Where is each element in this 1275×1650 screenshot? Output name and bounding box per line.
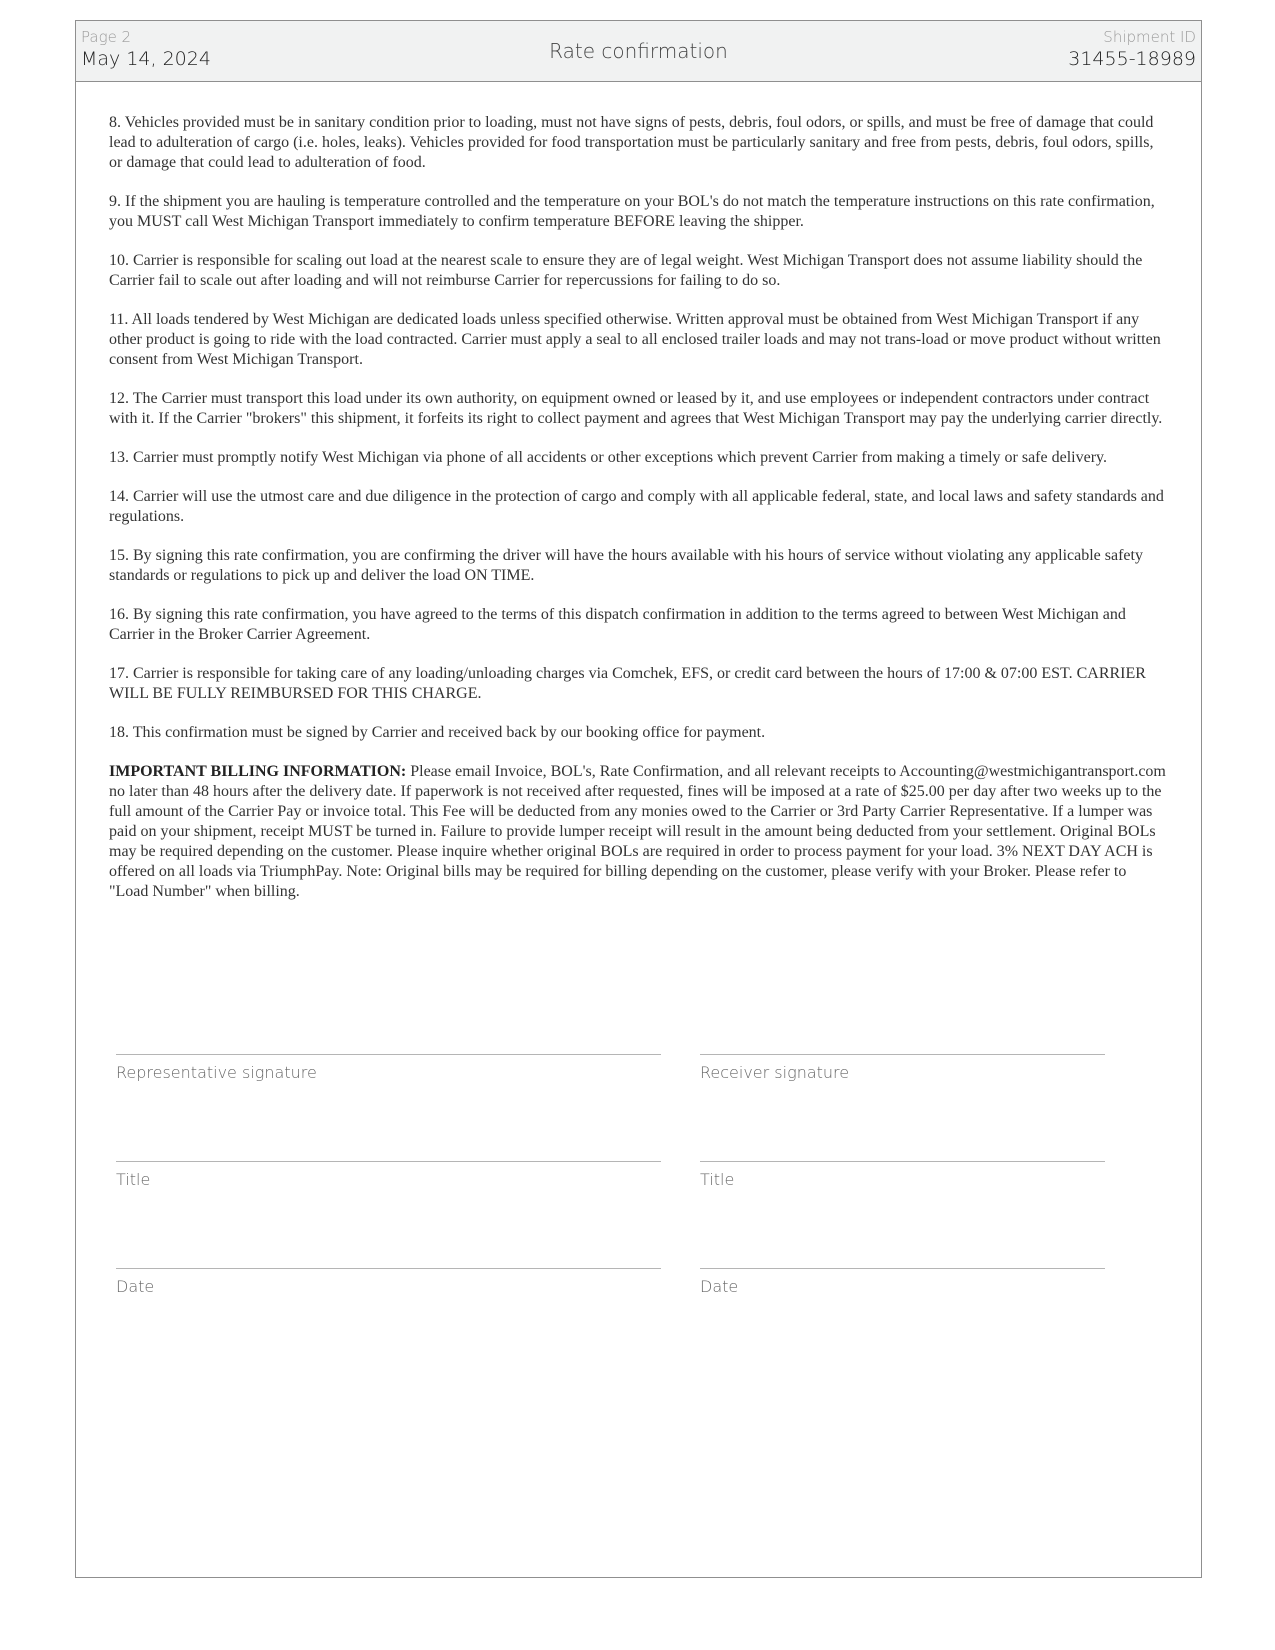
term-14: 14. Carrier will use the utmost care and due diligence in the protection of cargo and comply with all applicable federal, state, and local laws and safety standards and regulations.: [109, 488, 1164, 525]
page-number: Page 2: [81, 28, 132, 46]
page-header: [76, 21, 1201, 82]
signature-line: [116, 1054, 661, 1055]
receiver-title-field[interactable]: [700, 1161, 1105, 1190]
terms-section: [109, 113, 1169, 921]
shipment-id-value: 31455-18989: [1068, 48, 1196, 70]
date-line: [116, 1268, 661, 1269]
term-16: 16. By signing this rate confirmation, you have agreed to the terms of this dispatch confirmation in addition to the terms agreed to between West Michigan and Carrier in the Broker Carrier Agreement.: [109, 606, 1126, 643]
term-15: 15. By signing this rate confirmation, you are confirming the driver will have the hours available with his hours of service without violating any applicable safety standards or regulations to pick up and deliver the load ON TIME.: [109, 547, 1143, 584]
representative-date-label: Date: [116, 1277, 155, 1296]
receiver-signature-field[interactable]: [700, 1054, 1105, 1083]
shipment-id-label: Shipment ID: [1103, 28, 1196, 46]
billing-info: [109, 762, 1169, 902]
term-8: 8. Vehicles provided must be in sanitary condition prior to loading, must not have signs of pests, debris, foul odors, or spills, and must be free of damage that could lead to adulteration of cargo (i.e. holes, leaks). Vehicles provided for food transportation must be particularly sanitary and free from pests, debris, foul odors, spills, or damage that could lead to adulteration of food.: [109, 114, 1154, 171]
date-line: [700, 1268, 1105, 1269]
term-12: 12. The Carrier must transport this load under its own authority, on equipment owned or leased by it, and use employees or independent contractors under contract with it. If the Carrier "brokers" this shipment, it forfeits its right to collect payment and agrees that West Michigan Transport may pay the underlying carrier directly.: [109, 390, 1163, 427]
term-18: 18. This confirmation must be signed by Carrier and received back by our booking office for payment.: [109, 724, 766, 741]
document-page: [75, 20, 1202, 1578]
header-right: [1068, 28, 1196, 72]
term-11: 11. All loads tendered by West Michigan are dedicated loads unless specified otherwise. Written approval must be obtained from West Michigan Transport if any other product is going to ride with the load contracted. Carrier must apply a seal to all enclosed trailer loads and may not trans-load or move product without written consent from West Michigan Transport.: [109, 311, 1161, 368]
representative-title-label: Title: [116, 1170, 151, 1189]
billing-text: Please email Invoice, BOL's, Rate Confirmation, and all relevant receipts to Accounting@westmichigantransport.com no later than 48 hours after the delivery date. If paperwork is not received after requested, fines will be imposed at a rate of $25.00 per day after two weeks up to the full amount of the Carrier Pay or invoice total. This Fee will be deducted from any monies owed to the Carrier or 3rd Party Carrier Representative. If a lumper was paid on your shipment, receipt MUST be turned in. Failure to provide lumper receipt will result in the amount being deducted from your settlement. Original BOLs may be required depending on the customer. Please inquire whether original BOLs are required in order to process payment for your load. 3% NEXT DAY ACH is offered on all loads via TriumphPay. Note: Original bills may be required for billing depending on the customer, please verify with your Broker. Please refer to "Load Number" when billing.: [109, 763, 1166, 900]
receiver-date-field[interactable]: [700, 1268, 1105, 1297]
term-13: 13. Carrier must promptly notify West Michigan via phone of all accidents or other exceptions which prevent Carrier from making a timely or safe delivery.: [109, 449, 1107, 466]
title-line: [700, 1161, 1105, 1162]
billing-heading: IMPORTANT BILLING INFORMATION:: [109, 763, 407, 780]
term-10: 10. Carrier is responsible for scaling out load at the nearest scale to ensure they are of legal weight. West Michigan Transport does not assume liability should the Carrier fail to scale out after loading and will not reimburse Carrier for repercussions for failing to do so.: [109, 252, 1143, 289]
representative-title-field[interactable]: [116, 1161, 661, 1190]
receiver-date-label: Date: [700, 1277, 739, 1296]
receiver-title-label: Title: [700, 1170, 735, 1189]
representative-signature-field[interactable]: [116, 1054, 661, 1083]
representative-signature-label: Representative signature: [116, 1063, 317, 1082]
document-title: Rate confirmation: [549, 39, 728, 63]
title-line: [116, 1161, 661, 1162]
term-9: 9. If the shipment you are hauling is temperature controlled and the temperature on your BOL's do not match the temperature instructions on this rate confirmation, you MUST call West Michigan Transport immediately to confirm temperature BEFORE leaving the shipper.: [109, 193, 1155, 230]
signature-line: [700, 1054, 1105, 1055]
representative-date-field[interactable]: [116, 1268, 661, 1297]
document-date: May 14, 2024: [81, 48, 211, 70]
receiver-signature-label: Receiver signature: [700, 1063, 850, 1082]
term-17: 17. Carrier is responsible for taking care of any loading/unloading charges via Comchek, EFS, or credit card between the hours of 17:00 & 07:00 EST. CARRIER WILL BE FULLY REIMBURSED FOR THIS CHARGE.: [109, 665, 1146, 702]
